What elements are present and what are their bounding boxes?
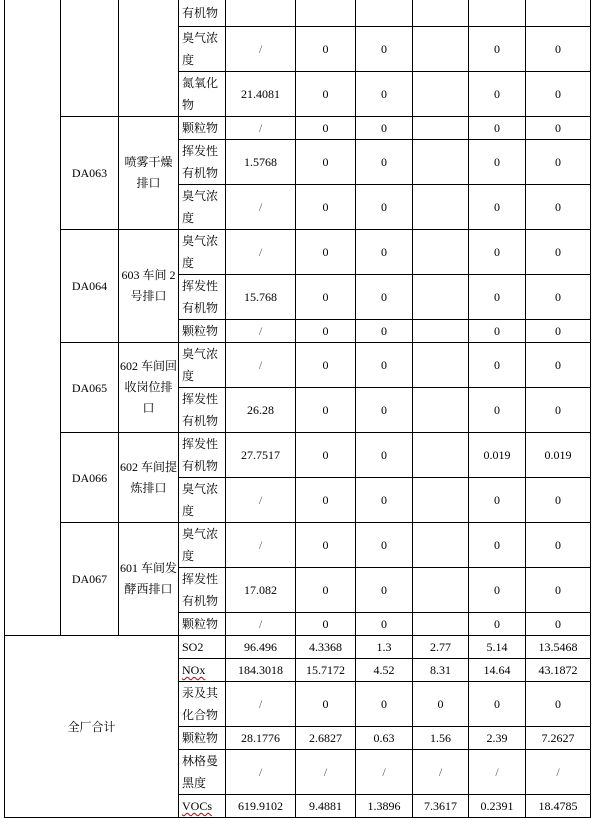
value-cell: 4.3368 — [296, 636, 356, 659]
table-row — [5, 117, 591, 140]
value-cell: 1.5768 — [226, 140, 296, 185]
value-cell: 0 — [526, 72, 591, 117]
value-cell: 2.6827 — [296, 727, 356, 750]
value-cell: 28.1776 — [226, 727, 296, 750]
value-cell: 0 — [296, 478, 356, 523]
outlet-code: DA067 — [61, 523, 119, 636]
value-cell: / — [226, 343, 296, 388]
emission-table — [4, 0, 591, 818]
value-cell: 0 — [526, 275, 591, 320]
pollutant-label: 林格曼黑度 — [182, 754, 219, 790]
pollutant-name — [179, 682, 226, 727]
value-cell: 0 — [526, 523, 591, 568]
value-cell: 0 — [356, 140, 413, 185]
value-cell: 1.3 — [356, 636, 413, 659]
value-cell: 0 — [356, 230, 413, 275]
value-cell: 5.14 — [469, 636, 526, 659]
value-cell: 0.019 — [469, 433, 526, 478]
value-cell: 0 — [356, 478, 413, 523]
value-cell: 0 — [296, 230, 356, 275]
value-cell: 0.2391 — [469, 795, 526, 818]
pollutant-name: 挥发性有机物 — [179, 433, 226, 478]
value-cell: 26.28 — [226, 388, 296, 433]
value-cell — [413, 140, 469, 185]
pollutant-name: 臭气浓度 — [179, 185, 226, 230]
value-cell: 15.7172 — [296, 659, 356, 682]
value-cell: 0 — [526, 388, 591, 433]
value-cell: 0 — [526, 613, 591, 636]
value-cell: 0 — [469, 523, 526, 568]
value-cell — [413, 613, 469, 636]
table-row — [5, 523, 591, 568]
value-cell: 0 — [356, 27, 413, 72]
value-cell: 0.63 — [356, 727, 413, 750]
value-cell: 0 — [356, 433, 413, 478]
value-cell: 0 — [356, 185, 413, 230]
value-cell: / — [226, 27, 296, 72]
table-row — [5, 636, 591, 659]
pollutant-label: 汞及其化合物 — [182, 686, 219, 722]
value-cell: 0 — [296, 613, 356, 636]
pollutant-name: 臭气浓度 — [179, 343, 226, 388]
value-cell: 0.019 — [526, 433, 591, 478]
value-cell: 4.52 — [356, 659, 413, 682]
outlet-name: 601 车间发酵西排口 — [119, 523, 179, 636]
value-cell: 0 — [469, 27, 526, 72]
value-cell: 0 — [526, 117, 591, 140]
emission-table-body — [5, 0, 591, 818]
value-cell: 0 — [296, 275, 356, 320]
value-cell: 0 — [526, 140, 591, 185]
outlet-name: 602 车间回收岗位排口 — [119, 343, 179, 433]
value-cell — [296, 0, 356, 27]
value-cell: 0 — [526, 343, 591, 388]
value-cell: 619.9102 — [226, 795, 296, 818]
value-cell: 7.3617 — [413, 795, 469, 818]
value-cell: 1.3896 — [356, 795, 413, 818]
value-cell — [413, 185, 469, 230]
outlet-code: DA063 — [61, 117, 119, 230]
value-cell: 8.31 — [413, 659, 469, 682]
value-cell: 0 — [356, 388, 413, 433]
value-cell: / — [226, 750, 296, 795]
value-cell: 0 — [356, 682, 413, 727]
value-cell — [413, 568, 469, 613]
outlet-name: 喷雾干燥排口 — [119, 117, 179, 230]
value-cell: 0 — [296, 140, 356, 185]
value-cell: 0 — [296, 320, 356, 343]
value-cell: 0 — [469, 72, 526, 117]
outlet-code: DA064 — [61, 230, 119, 343]
value-cell: 43.1872 — [526, 659, 591, 682]
value-cell: 13.5468 — [526, 636, 591, 659]
value-cell: 0 — [526, 27, 591, 72]
table-row — [5, 0, 591, 27]
value-cell: / — [296, 750, 356, 795]
value-cell: 0 — [296, 72, 356, 117]
pollutant-label: VOCs — [182, 799, 213, 813]
value-cell: / — [226, 320, 296, 343]
pollutant-name: 挥发性有机物 — [179, 275, 226, 320]
total-label: 全厂合计 — [5, 636, 179, 818]
value-cell: 17.082 — [226, 568, 296, 613]
value-cell: 0 — [526, 682, 591, 727]
value-cell: 0 — [469, 185, 526, 230]
value-cell — [413, 72, 469, 117]
value-cell: 0 — [296, 568, 356, 613]
value-cell — [413, 343, 469, 388]
value-cell: 0 — [356, 568, 413, 613]
pollutant-name: 挥发性有机物 — [179, 388, 226, 433]
value-cell: / — [226, 613, 296, 636]
outlet-code: DA066 — [61, 433, 119, 523]
value-cell: 7.2627 — [526, 727, 591, 750]
value-cell — [413, 320, 469, 343]
value-cell — [226, 0, 296, 27]
value-cell: 0 — [469, 320, 526, 343]
value-cell: 0 — [526, 320, 591, 343]
value-cell: / — [526, 750, 591, 795]
pollutant-name — [179, 659, 226, 682]
value-cell: 0 — [526, 230, 591, 275]
value-cell — [469, 0, 526, 27]
value-cell: 0 — [526, 478, 591, 523]
value-cell: / — [469, 750, 526, 795]
value-cell: / — [413, 750, 469, 795]
value-cell: 18.4785 — [526, 795, 591, 818]
outlet-name — [119, 0, 179, 117]
pollutant-name: 颗粒物 — [179, 613, 226, 636]
pollutant-label: 颗粒物 — [182, 731, 219, 745]
value-cell: 9.4881 — [296, 795, 356, 818]
value-cell: 2.39 — [469, 727, 526, 750]
pollutant-label: SO2 — [182, 640, 204, 654]
value-cell: 0 — [296, 185, 356, 230]
pollutant-name — [179, 795, 226, 818]
value-cell: 184.3018 — [226, 659, 296, 682]
value-cell: 14.64 — [469, 659, 526, 682]
value-cell: 0 — [356, 275, 413, 320]
value-cell: 0 — [356, 523, 413, 568]
pollutant-name: 颗粒物 — [179, 117, 226, 140]
pollutant-name: 臭气浓度 — [179, 523, 226, 568]
value-cell — [526, 0, 591, 27]
outlet-name: 603 车间 2 号排口 — [119, 230, 179, 343]
value-cell: 0 — [526, 568, 591, 613]
outlet-code — [61, 0, 119, 117]
value-cell: 1.56 — [413, 727, 469, 750]
value-cell: 0 — [296, 343, 356, 388]
pollutant-name: 挥发性有机物 — [179, 568, 226, 613]
value-cell — [413, 230, 469, 275]
value-cell: 15.768 — [226, 275, 296, 320]
value-cell: / — [226, 682, 296, 727]
value-cell: 0 — [469, 117, 526, 140]
pollutant-name: 氮氧化物 — [179, 72, 226, 117]
value-cell — [413, 275, 469, 320]
value-cell: 0 — [469, 275, 526, 320]
value-cell — [413, 388, 469, 433]
table-row — [5, 343, 591, 388]
value-cell: 21.4081 — [226, 72, 296, 117]
value-cell — [356, 0, 413, 27]
value-cell: 0 — [526, 185, 591, 230]
value-cell: / — [226, 230, 296, 275]
value-cell — [413, 523, 469, 568]
pollutant-name — [179, 750, 226, 795]
value-cell — [413, 433, 469, 478]
value-cell: 0 — [469, 140, 526, 185]
pollutant-name — [179, 636, 226, 659]
outlet-code: DA065 — [61, 343, 119, 433]
pollutant-name: 臭气浓度 — [179, 230, 226, 275]
value-cell — [413, 478, 469, 523]
value-cell: 0 — [469, 682, 526, 727]
table-row — [5, 230, 591, 275]
pollutant-name: 有机物 — [179, 0, 226, 27]
value-cell: 0 — [296, 388, 356, 433]
value-cell — [413, 117, 469, 140]
value-cell: / — [226, 478, 296, 523]
value-cell: / — [356, 750, 413, 795]
pollutant-name: 臭气浓度 — [179, 27, 226, 72]
value-cell: / — [226, 185, 296, 230]
value-cell: 2.77 — [413, 636, 469, 659]
value-cell: 0 — [413, 682, 469, 727]
left-margin-cell — [5, 0, 61, 636]
value-cell: 0 — [469, 388, 526, 433]
value-cell: 0 — [469, 568, 526, 613]
value-cell: 0 — [469, 343, 526, 388]
value-cell: 0 — [296, 523, 356, 568]
value-cell: 0 — [469, 478, 526, 523]
value-cell — [413, 0, 469, 27]
value-cell: 0 — [296, 117, 356, 140]
value-cell: / — [226, 523, 296, 568]
outlet-name: 602 车间提炼排口 — [119, 433, 179, 523]
value-cell: / — [226, 117, 296, 140]
value-cell: 96.496 — [226, 636, 296, 659]
pollutant-label: NOx — [182, 663, 206, 677]
value-cell: 0 — [356, 613, 413, 636]
value-cell — [413, 27, 469, 72]
pollutant-name: 挥发性有机物 — [179, 140, 226, 185]
pollutant-name — [179, 727, 226, 750]
value-cell: 0 — [296, 682, 356, 727]
value-cell: 0 — [356, 343, 413, 388]
pollutant-name: 颗粒物 — [179, 320, 226, 343]
table-row — [5, 433, 591, 478]
value-cell: 0 — [356, 320, 413, 343]
value-cell: 0 — [356, 117, 413, 140]
pollutant-name: 臭气浓度 — [179, 478, 226, 523]
value-cell: 0 — [296, 27, 356, 72]
value-cell: 0 — [296, 433, 356, 478]
value-cell: 27.7517 — [226, 433, 296, 478]
value-cell: 0 — [356, 72, 413, 117]
value-cell: 0 — [469, 230, 526, 275]
value-cell: 0 — [469, 613, 526, 636]
